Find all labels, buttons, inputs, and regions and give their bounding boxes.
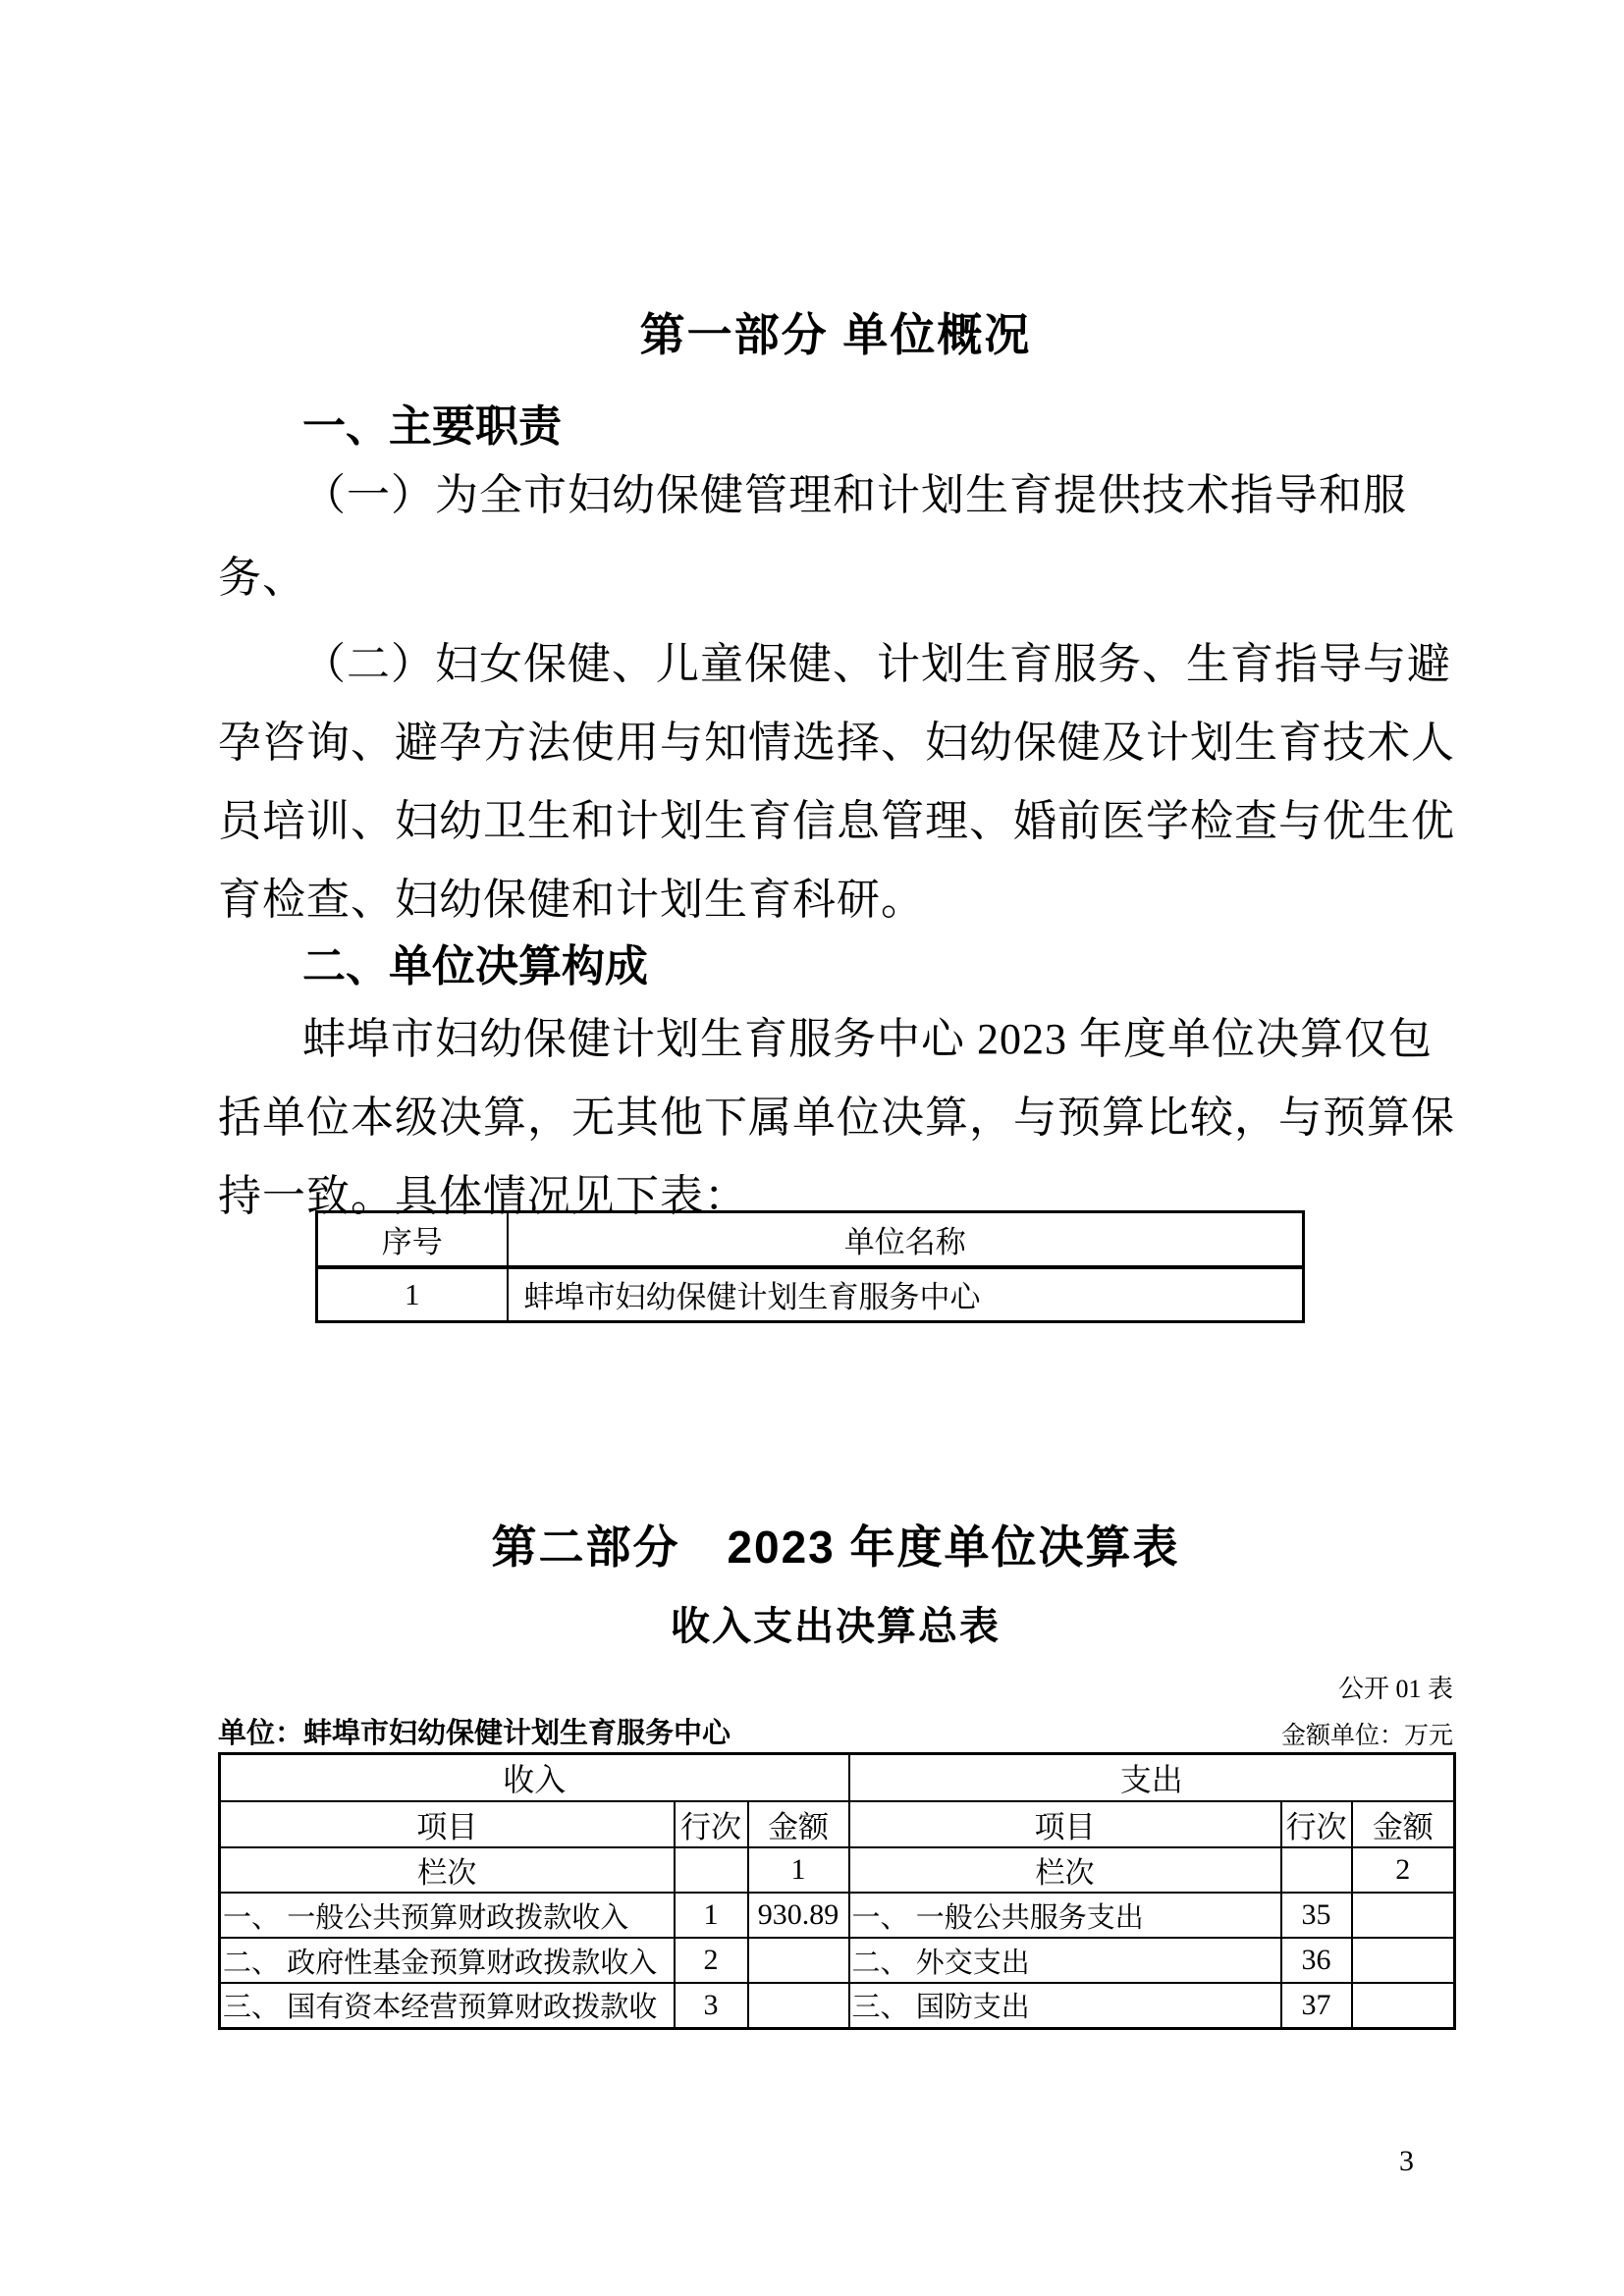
expense-line-header: 行次 — [1281, 1801, 1352, 1847]
column-index-row — [220, 1847, 1455, 1893]
income-expense-summary-table — [218, 1752, 1456, 2030]
paragraph-line: （二）妇女保健、儿童保健、计划生育服务、生育指导与避 — [302, 640, 1451, 688]
paragraph-line: 员培训、妇幼卫生和计划生育信息管理、婚前医学检查与优生优 — [218, 797, 1455, 845]
table-header-row — [220, 1801, 1455, 1847]
expense-item-cell: 一、 一般公共服务支出 — [849, 1893, 1281, 1938]
expense-section-header: 支出 — [849, 1754, 1455, 1802]
expense-column-index: 2 — [1352, 1847, 1455, 1893]
unit-composition-table — [315, 1210, 1305, 1323]
expense-amount-header: 金额 — [1352, 1801, 1455, 1847]
expense-lanci-line — [1281, 1847, 1352, 1893]
part2-title: 第二部分 2023 年度单位决算表 — [491, 1522, 1180, 1573]
part1-title: 第一部分 单位概况 — [639, 309, 1032, 360]
unit-table-header-index: 序号 — [317, 1212, 508, 1267]
paragraph-line: 务、 — [218, 554, 306, 602]
income-amount-cell: 930.89 — [748, 1893, 849, 1938]
expense-line-cell: 35 — [1281, 1893, 1352, 1938]
income-lanci-label: 栏次 — [220, 1847, 675, 1893]
heading-main-duties: 一、主要职责 — [302, 402, 562, 451]
expense-lanci-label: 栏次 — [849, 1847, 1281, 1893]
table-header-row — [317, 1212, 1304, 1267]
unit-index-cell: 1 — [317, 1267, 508, 1322]
unit-name-cell: 蚌埠市妇幼保健计划生育服务中心 — [508, 1267, 1304, 1322]
table-section-row — [220, 1754, 1455, 1802]
income-section-header: 收入 — [220, 1754, 849, 1802]
income-item-cell: 三、 国有资本经营预算财政拨款收 — [220, 1983, 675, 2028]
income-item-cell: 二、 政府性基金预算财政拨款收入 — [220, 1938, 675, 1983]
expense-amount-cell — [1352, 1938, 1455, 1983]
paragraph-line: 孕咨询、避孕方法使用与知情选择、妇幼保健及计划生育技术人 — [218, 719, 1455, 767]
expense-amount-cell — [1352, 1983, 1455, 2028]
table-row — [220, 1983, 1455, 2028]
income-item-header: 项目 — [220, 1801, 675, 1847]
income-line-header: 行次 — [675, 1801, 748, 1847]
income-amount-header: 金额 — [748, 1801, 849, 1847]
summary-table-title: 收入支出决算总表 — [671, 1604, 1001, 1648]
expense-item-header: 项目 — [849, 1801, 1281, 1847]
income-lanci-line — [675, 1847, 748, 1893]
table-unit-label: 单位：蚌埠市妇幼保健计划生育服务中心 — [218, 1718, 731, 1749]
income-line-cell: 3 — [675, 1983, 748, 2028]
income-item-cell: 一、 一般公共预算财政拨款收入 — [220, 1893, 675, 1938]
expense-amount-cell — [1352, 1893, 1455, 1938]
page-number: 3 — [1399, 2145, 1414, 2177]
income-line-cell: 1 — [675, 1893, 748, 1938]
paragraph-line: 持一致。具体情况见下表： — [218, 1172, 748, 1220]
table-meta-line — [218, 1711, 1453, 1751]
paragraph-line: 蚌埠市妇幼保健计划生育服务中心 2023 年度单位决算仅包 — [302, 1015, 1433, 1063]
table-row — [317, 1267, 1304, 1322]
income-column-index: 1 — [748, 1847, 849, 1893]
income-amount-cell — [748, 1983, 849, 2028]
expense-item-cell: 二、 外交支出 — [849, 1938, 1281, 1983]
table-row — [220, 1893, 1455, 1938]
heading-unit-final-accounts: 二、单位决算构成 — [302, 942, 648, 990]
unit-table-header-name: 单位名称 — [508, 1212, 1304, 1267]
paragraph-line: （一）为全市妇幼保健管理和计划生育提供技术指导和服 — [302, 471, 1407, 519]
table-row — [220, 1938, 1455, 1983]
expense-item-cell: 三、 国防支出 — [849, 1983, 1281, 2028]
paragraph-line: 括单位本级决算，无其他下属单位决算，与预算比较，与预算保 — [218, 1094, 1455, 1142]
expense-line-cell: 37 — [1281, 1983, 1352, 2028]
paragraph-line: 育检查、妇幼保健和计划生育科研。 — [218, 876, 925, 924]
amount-unit-label: 金额单位：万元 — [1280, 1723, 1453, 1749]
income-amount-cell — [748, 1938, 849, 1983]
income-line-cell: 2 — [675, 1938, 748, 1983]
expense-line-cell: 36 — [1281, 1938, 1352, 1983]
public-table-number: 公开 01 表 — [1337, 1675, 1453, 1703]
